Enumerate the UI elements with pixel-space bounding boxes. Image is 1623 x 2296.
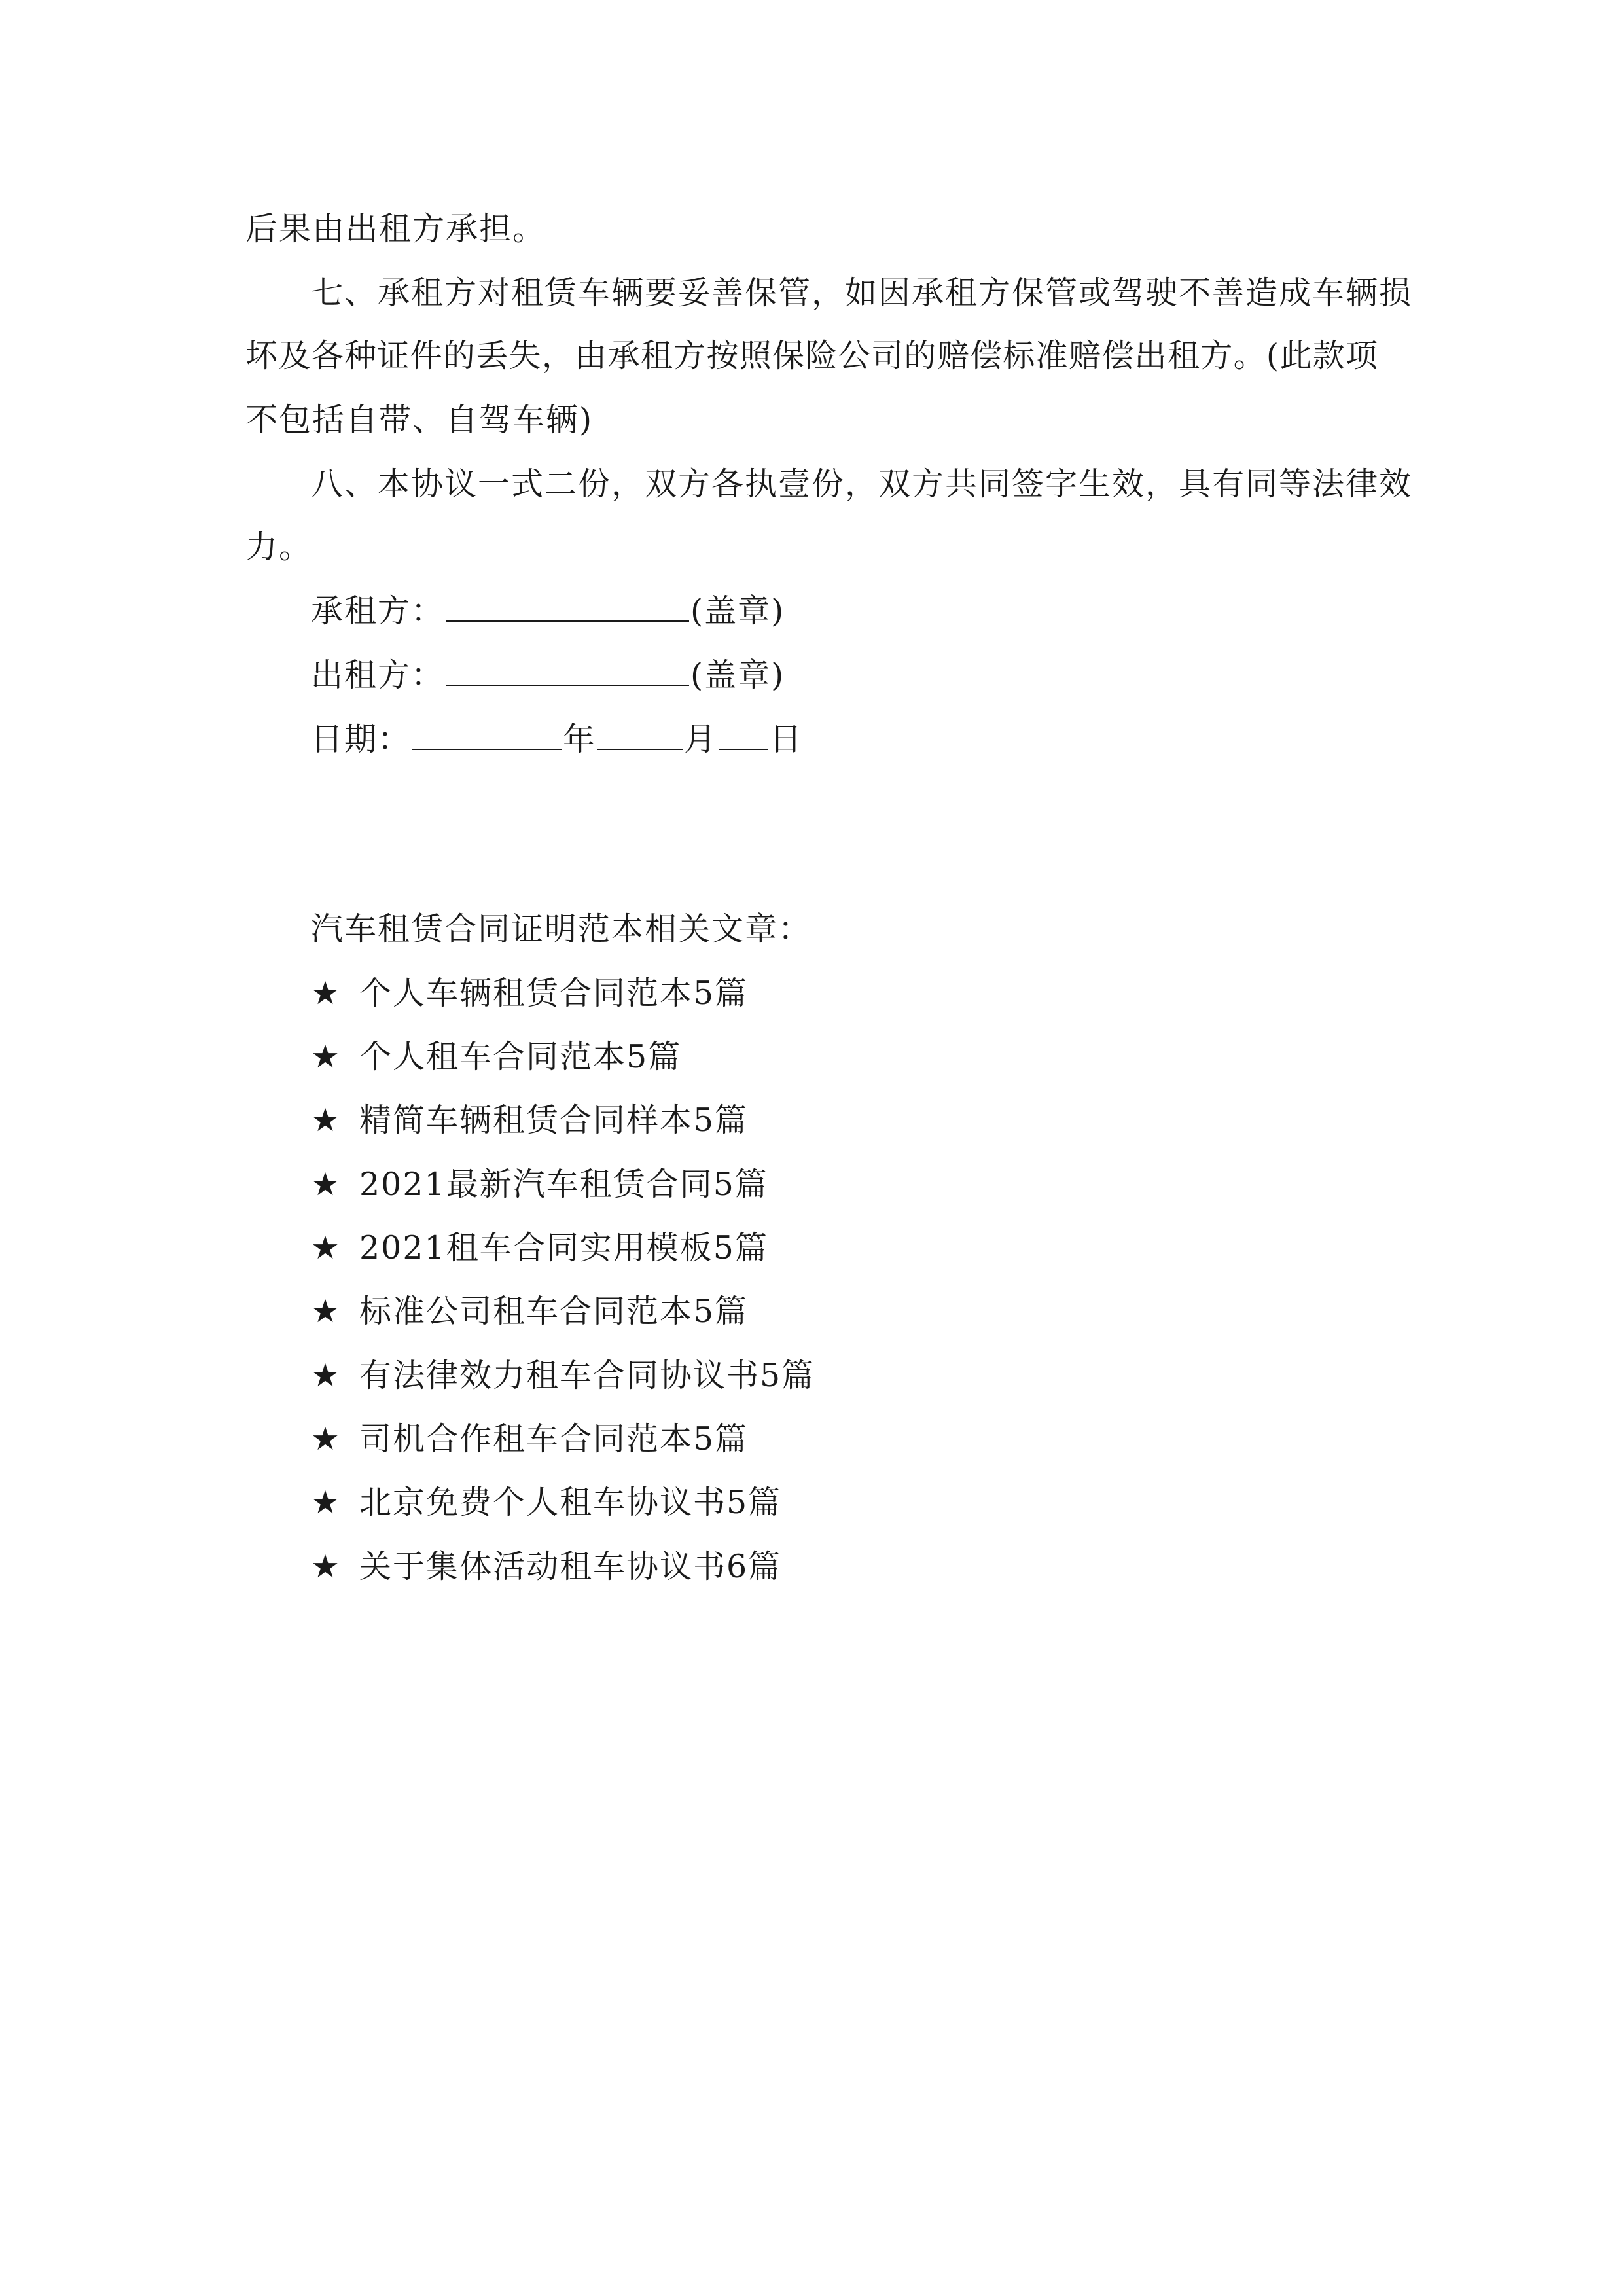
- star-icon: ★: [311, 1102, 341, 1139]
- related-article-title[interactable]: 个人租车合同范本5篇: [359, 1038, 682, 1075]
- lessor-seal-note: (盖章): [690, 656, 785, 694]
- star-icon: ★: [311, 1038, 341, 1075]
- star-icon: ★: [311, 1229, 341, 1266]
- date-line: [311, 720, 803, 759]
- related-article-title[interactable]: 2021最新汽车租赁合同5篇: [359, 1166, 768, 1203]
- lessee-seal-note: (盖章): [690, 592, 785, 630]
- paragraph-7-line-2: 坏及各种证件的丢失，由承租方按照保险公司的赔偿标准赔偿出租方。(此款项: [245, 337, 1378, 374]
- year-blank[interactable]: [412, 720, 562, 750]
- related-article-title[interactable]: 2021租车合同实用模板5篇: [359, 1229, 768, 1266]
- related-article-link[interactable]: [311, 1101, 748, 1140]
- lessor-label: 出租方：: [311, 656, 445, 694]
- day-label: 日: [770, 721, 804, 758]
- related-article-title[interactable]: 精简车辆租赁合同样本5篇: [359, 1102, 749, 1139]
- day-blank[interactable]: [719, 720, 768, 750]
- related-article-link[interactable]: [311, 1037, 681, 1077]
- star-icon: ★: [311, 1357, 341, 1394]
- related-articles-heading: 汽车租赁合同证明范本相关文章：: [311, 910, 812, 948]
- related-article-link[interactable]: [311, 1229, 768, 1268]
- related-article-title[interactable]: 个人车辆租赁合同范本5篇: [359, 975, 749, 1012]
- related-article-title[interactable]: 有法律效力租车合同协议书5篇: [359, 1357, 815, 1394]
- lessee-label: 承租方：: [311, 592, 445, 630]
- related-article-link[interactable]: [311, 1165, 768, 1204]
- lessor-signature-line: [311, 656, 785, 695]
- related-article-link[interactable]: [311, 1420, 748, 1459]
- related-article-link[interactable]: [311, 974, 748, 1013]
- lessee-signature-line: [311, 592, 785, 631]
- star-icon: ★: [311, 1420, 341, 1458]
- paragraph-6-end: 后果由出租方承担。: [245, 210, 546, 247]
- related-article-title[interactable]: 北京免费个人租车协议书5篇: [359, 1484, 782, 1521]
- related-article-link[interactable]: [311, 1292, 748, 1331]
- lessor-signature-blank[interactable]: [446, 656, 689, 686]
- star-icon: ★: [311, 1166, 341, 1203]
- star-icon: ★: [311, 975, 341, 1012]
- paragraph-8-line-1: 八、本协议一式二份，双方各执壹份，双方共同签字生效，具有同等法律效: [311, 465, 1413, 503]
- related-article-title[interactable]: 关于集体活动租车协议书6篇: [359, 1548, 782, 1585]
- paragraph-8-line-2: 力。: [245, 528, 313, 565]
- related-article-link[interactable]: [311, 1483, 781, 1522]
- paragraph-7-line-1: 七、承租方对租赁车辆要妥善保管，如因承租方保管或驾驶不善造成车辆损: [311, 274, 1413, 312]
- paragraph-7-line-3: 不包括自带、自驾车辆): [245, 401, 594, 439]
- related-article-link[interactable]: [311, 1547, 781, 1587]
- date-label: 日期：: [311, 721, 412, 758]
- related-article-link[interactable]: [311, 1356, 815, 1395]
- star-icon: ★: [311, 1293, 341, 1330]
- year-label: 年: [563, 721, 597, 758]
- related-article-title[interactable]: 标准公司租车合同范本5篇: [359, 1293, 749, 1330]
- lessee-signature-blank[interactable]: [446, 592, 689, 622]
- related-article-title[interactable]: 司机合作租车合同范本5篇: [359, 1420, 749, 1458]
- month-label: 月: [684, 721, 718, 758]
- star-icon: ★: [311, 1484, 341, 1521]
- month-blank[interactable]: [597, 720, 683, 750]
- star-icon: ★: [311, 1548, 341, 1585]
